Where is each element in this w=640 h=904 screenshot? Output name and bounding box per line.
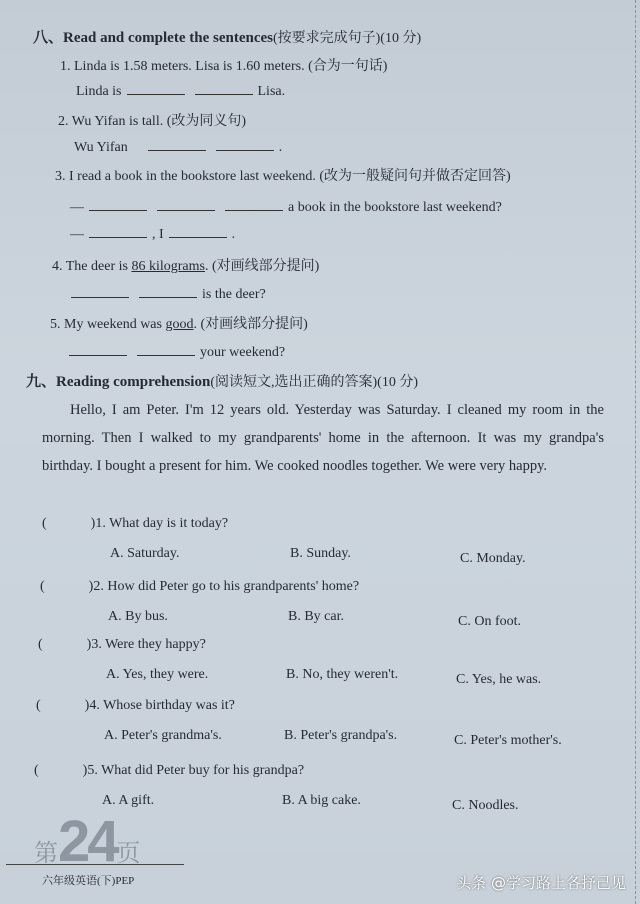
q5-underlined: good [165, 317, 194, 332]
answer-blank[interactable] [127, 82, 185, 95]
section-9-title: 九、Reading comprehension [26, 374, 211, 390]
answer-bracket[interactable] [46, 697, 80, 709]
option-c[interactable]: C. Monday. [460, 551, 526, 566]
q3-answer-2 [70, 225, 235, 243]
option-c[interactable]: C. Yes, he was. [456, 672, 542, 687]
option-c[interactable]: C. On foot. [458, 614, 521, 629]
answer-blank[interactable] [225, 198, 283, 211]
option-b[interactable]: B. Sunday. [290, 546, 351, 561]
answer-blank[interactable] [148, 138, 206, 151]
answer-blank[interactable] [137, 343, 195, 356]
answer-blank[interactable] [139, 285, 197, 298]
section-8-title-cn: (按要求完成句子)(10 分) [272, 31, 422, 46]
option-a[interactable]: A. Peter's grandma's. [104, 728, 222, 743]
section-8-title: 八、Read and complete the sentences [33, 30, 273, 46]
q2-answer [74, 138, 282, 156]
section-9-heading [26, 370, 418, 391]
question-row: ( )5. What did Peter buy for his grandpa? [34, 763, 305, 778]
q5-answer [64, 343, 285, 361]
watermark: 头条 @学习路上各抒己见 [456, 874, 626, 892]
question-text: 1. What day is it today? [95, 516, 229, 531]
section-8-heading [33, 26, 421, 47]
answer-bracket[interactable] [50, 578, 84, 590]
q1-answer-pre: Linda is [76, 84, 122, 99]
answer-blank[interactable] [89, 198, 147, 211]
answer-blank[interactable] [157, 198, 215, 211]
q2-answer-post: . [278, 140, 283, 155]
question-row: ( )3. Were they happy? [38, 637, 206, 652]
dash: — [70, 200, 84, 215]
answer-blank[interactable] [216, 138, 274, 151]
page-fold-edge [635, 0, 636, 904]
footer-divider [6, 864, 184, 865]
reading-passage: Hello, I am Peter. I'm 12 years old. Yesterday was Saturday. I cleaned my room in the morning. Then I walked to my grandparents' home in the afternoon. It was my grandpa's birthday. I bought a present for him. We cooked noodles together. We were very happy. [42, 402, 604, 474]
q4-answer [66, 285, 266, 303]
answer-blank[interactable] [169, 225, 227, 238]
question-row: ( )4. Whose birthday was it? [36, 698, 235, 713]
question-row: ( )1. What day is it today? [42, 516, 229, 531]
page-suffix: 页 [116, 840, 141, 867]
grade-label: 六年级英语(下)PEP [42, 875, 135, 887]
question-text: 4. Whose birthday was it? [89, 698, 235, 713]
q4-answer-post: is the deer? [202, 287, 266, 302]
q3-answer-1 [70, 198, 502, 216]
q5-pre: 5. My weekend was [50, 317, 166, 332]
option-b[interactable]: B. No, they weren't. [286, 667, 399, 682]
option-a[interactable]: A. A gift. [102, 793, 155, 808]
q1-answer-post: Lisa. [257, 84, 286, 99]
q4-pre: 4. The deer is [52, 259, 132, 274]
option-b[interactable]: B. By car. [288, 609, 344, 624]
q4-text [52, 255, 319, 275]
q1-text: 1. Linda is 1.58 meters. Lisa is 1.60 meters. (合为一句话) [60, 59, 388, 74]
q3-answer-2-post: . [231, 227, 236, 242]
answer-bracket[interactable] [44, 762, 78, 774]
q5-answer-post: your weekend? [200, 345, 286, 360]
option-b[interactable]: B. A big cake. [282, 793, 361, 808]
page-number-value: 24 [58, 809, 117, 874]
option-c[interactable]: C. Noodles. [452, 798, 519, 813]
option-a[interactable]: A. Yes, they were. [106, 667, 209, 682]
answer-blank[interactable] [69, 343, 127, 356]
q2-text: 2. Wu Yifan is tall. (改为同义句) [58, 114, 247, 129]
question-text: 5. What did Peter buy for his grandpa? [87, 763, 305, 778]
section-9-title-cn: (阅读短文,选出正确的答案)(10 分) [210, 375, 418, 390]
question-row: ( )2. How did Peter go to his grandparents' home? [40, 579, 360, 594]
option-a[interactable]: A. Saturday. [110, 546, 180, 561]
dash: — [70, 227, 84, 242]
answer-blank[interactable] [89, 225, 147, 238]
answer-bracket[interactable] [48, 636, 82, 648]
q5-text [50, 313, 308, 333]
q2-answer-pre: Wu Yifan [74, 140, 128, 155]
question-text: 2. How did Peter go to his grandparents' home? [93, 579, 360, 594]
answer-bracket[interactable] [52, 515, 86, 527]
page-prefix: 第 [34, 840, 58, 867]
option-b[interactable]: B. Peter's grandpa's. [284, 728, 398, 743]
option-a[interactable]: A. By bus. [108, 609, 168, 624]
q3-answer-2-mid: , I [152, 227, 164, 242]
question-text: 3. Were they happy? [91, 637, 206, 652]
q4-underlined: 86 kilograms [131, 259, 205, 274]
answer-blank[interactable] [195, 82, 253, 95]
q3-text: 3. I read a book in the bookstore last weekend. (改为一般疑问句并做否定回答) [55, 169, 511, 184]
option-c[interactable]: C. Peter's mother's. [454, 733, 562, 748]
answer-blank[interactable] [71, 285, 129, 298]
q3-answer-1-post: a book in the bookstore last weekend? [288, 200, 502, 215]
q1-answer [76, 82, 285, 100]
q5-post: . (对画线部分提问) [193, 317, 308, 332]
q4-post: . (对画线部分提问) [204, 259, 320, 274]
